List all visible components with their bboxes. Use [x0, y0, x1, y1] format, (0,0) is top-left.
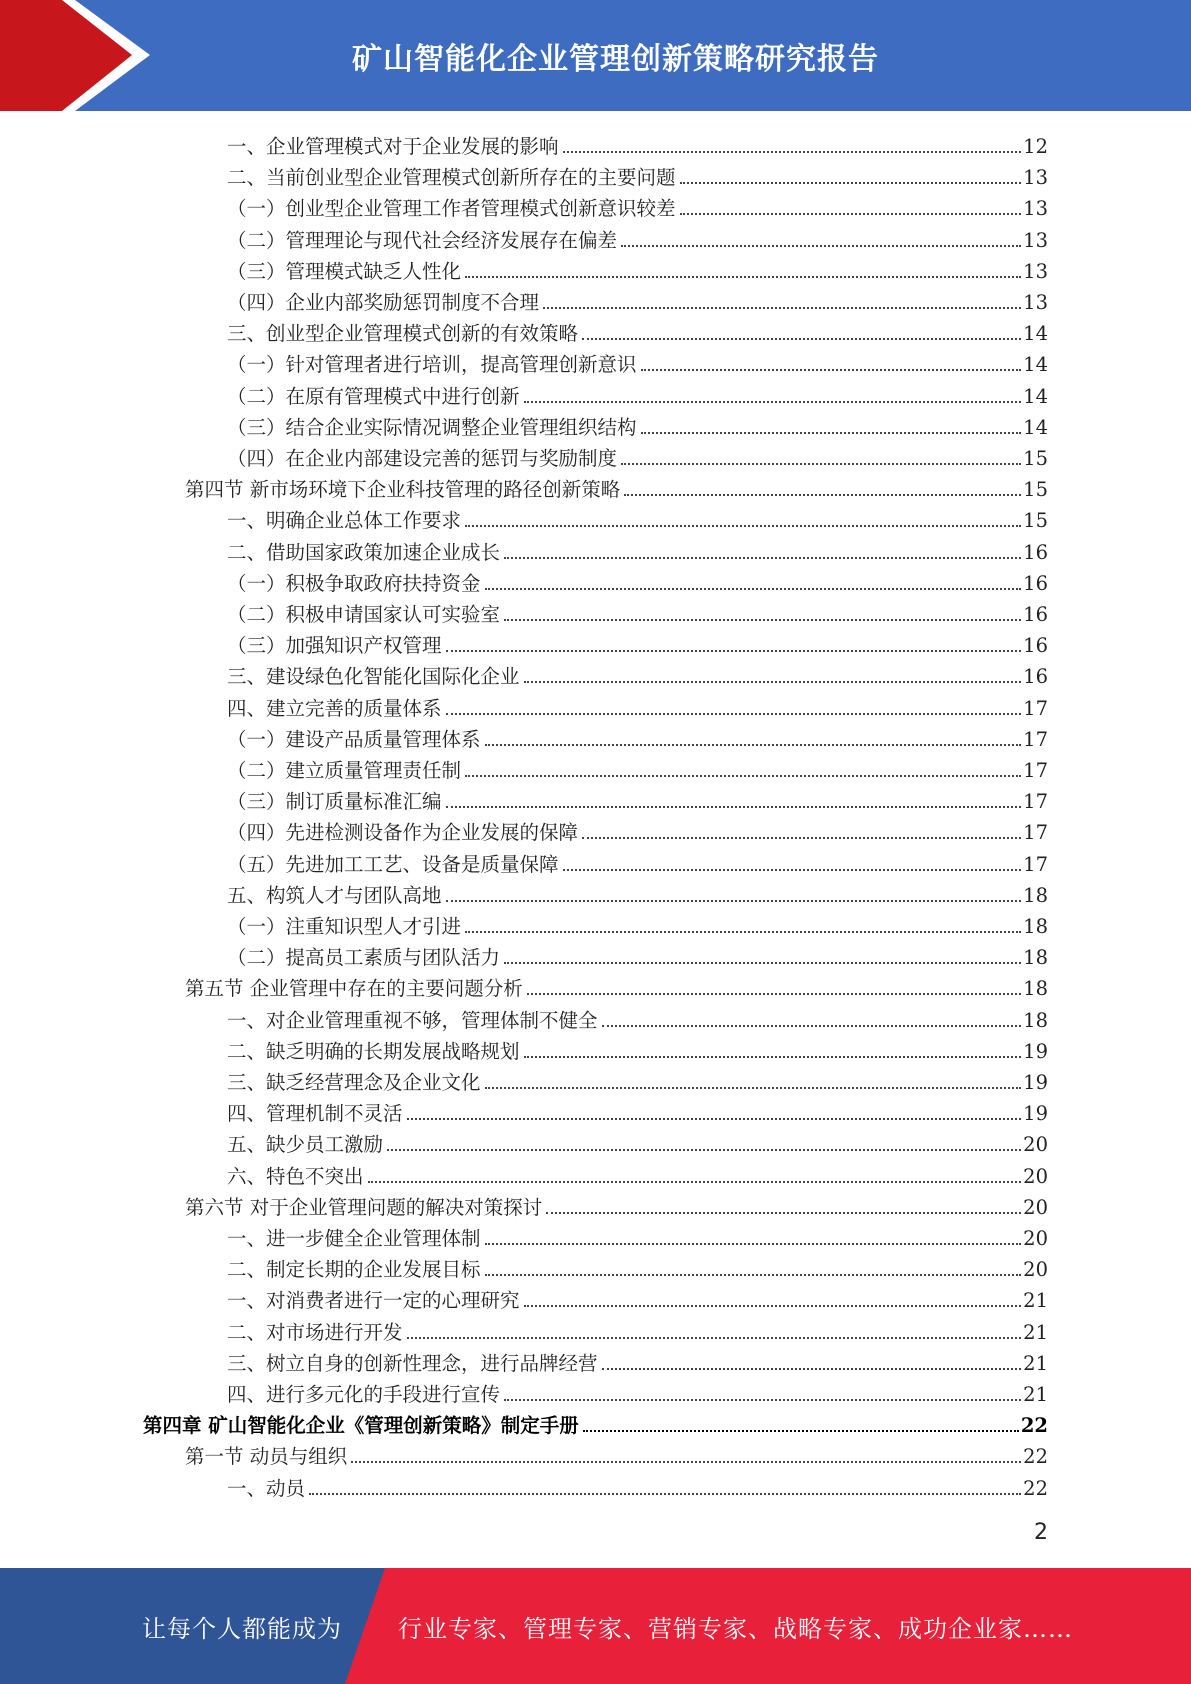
toc-entry[interactable]: [227, 378, 1048, 409]
toc-entry[interactable]: [227, 502, 1048, 533]
toc-dot-leader: [641, 432, 1022, 434]
toc-entry-page: 17: [1023, 821, 1048, 845]
toc-entry[interactable]: [227, 1158, 1048, 1189]
toc-entry[interactable]: [227, 284, 1048, 315]
toc-dot-leader: [465, 931, 1021, 933]
toc-dot-leader: [446, 650, 1022, 652]
toc-entry-title: 三、缺乏经营理念及企业文化: [227, 1071, 481, 1094]
toc-entry-page: 14: [1023, 353, 1048, 377]
toc-entry-page: 20: [1023, 1258, 1048, 1282]
toc-dot-leader: [563, 869, 1022, 871]
toc-entry-title: 二、借助国家政策加速企业成长: [227, 540, 501, 564]
toc-entry-page: 16: [1023, 540, 1048, 564]
toc-entry[interactable]: [227, 440, 1048, 471]
toc-entry[interactable]: [227, 658, 1048, 689]
toc-dot-leader: [621, 245, 1021, 247]
toc-entry-title: 第六节 对于企业管理问题的解决对策探讨: [185, 1195, 543, 1219]
toc-entry-title: （三）制订质量标准汇编: [227, 790, 442, 814]
toc-entry-title: 第五节 企业管理中存在的主要问题分析: [185, 977, 523, 1001]
toc-dot-leader: [465, 775, 1021, 777]
toc-dot-leader: [465, 276, 1021, 278]
toc-entry-title: 二、制定长期的企业发展目标: [227, 1258, 481, 1282]
toc-dot-leader: [583, 1430, 1019, 1432]
toc-entry-title: 五、构筑人才与团队高地: [227, 883, 442, 907]
toc-entry-page: 19: [1023, 1071, 1048, 1094]
toc-dot-leader: [624, 494, 1021, 496]
toc-dot-leader: [485, 1243, 1022, 1245]
toc-entry-page: 20: [1023, 1195, 1048, 1219]
toc-dot-leader: [680, 182, 1022, 184]
toc-entry-title: （四）在企业内部建设完善的惩罚与奖励制度: [227, 447, 618, 470]
toc-entry[interactable]: [227, 721, 1048, 752]
toc-entry[interactable]: [227, 222, 1048, 253]
toc-dot-leader: [407, 1337, 1022, 1339]
toc-dot-leader: [465, 525, 1021, 527]
toc-entry-title: 一、动员: [227, 1476, 306, 1500]
toc-entry-title: 六、特色不突出: [227, 1164, 364, 1188]
toc-dot-leader: [524, 1305, 1022, 1307]
toc-entry[interactable]: [227, 534, 1048, 565]
toc-entry[interactable]: [227, 315, 1048, 346]
toc-entry-title: 四、建立完善的质量体系: [227, 696, 442, 720]
toc-dot-leader: [543, 307, 1021, 309]
header-title: 矿山智能化企业管理创新策略研究报告: [352, 41, 879, 77]
toc-entry-title: 一、企业管理模式对于企业发展的影响: [227, 135, 559, 158]
toc-dot-leader: [546, 1212, 1021, 1214]
toc-entry-page: 18: [1023, 946, 1048, 970]
toc-dot-leader: [485, 1274, 1022, 1276]
toc-entry-page: 20: [1023, 1164, 1048, 1188]
toc-entry[interactable]: [227, 1314, 1048, 1345]
toc-entry-page: 16: [1023, 603, 1048, 626]
toc-dot-leader: [602, 1368, 1022, 1370]
toc-dot-leader: [621, 463, 1021, 465]
toc-entry-page: 17: [1023, 759, 1048, 782]
toc-entry-title: （一）注重知识型人才引进: [227, 915, 462, 938]
toc-entry-page: 13: [1023, 228, 1048, 252]
toc-entry[interactable]: [227, 1470, 1048, 1501]
toc-dot-leader: [504, 619, 1021, 621]
toc-entry-title: 一、明确企业总体工作要求: [227, 509, 462, 533]
toc-entry-title: （五）先进加工工艺、设备是质量保障: [227, 852, 559, 876]
toc-entry-title: 四、进行多元化的手段进行宣传: [227, 1383, 501, 1406]
toc-entry-title: 第四节 新市场环境下企业科技管理的路径创新策略: [185, 478, 621, 502]
toc-dot-leader: [446, 806, 1022, 808]
toc-entry-title: （二）提高员工素质与团队活力: [227, 946, 501, 970]
toc-entry-page: 17: [1023, 852, 1048, 876]
toc-entry[interactable]: [185, 970, 1048, 1001]
toc-entry-title: （三）管理模式缺乏人性化: [227, 259, 462, 283]
toc-entry[interactable]: [185, 1189, 1048, 1220]
toc-entry-page: 15: [1023, 478, 1048, 502]
toc-dot-leader: [582, 338, 1021, 340]
toc-entry[interactable]: [227, 1033, 1048, 1064]
toc-entry-title: （一）针对管理者进行培训，提高管理创新意识: [227, 353, 637, 377]
toc-dot-leader: [504, 962, 1021, 964]
toc-entry[interactable]: [227, 877, 1048, 908]
toc-dot-leader: [407, 1118, 1022, 1120]
toc-dot-leader: [485, 588, 1022, 590]
toc-dot-leader: [524, 1056, 1022, 1058]
toc-entry-page: 20: [1023, 1227, 1048, 1250]
toc-entry[interactable]: [227, 1002, 1048, 1033]
toc-entry-page: 13: [1023, 259, 1048, 283]
toc-entry-title: （二）在原有管理模式中进行创新: [227, 384, 520, 408]
toc-entry-title: （一）创业型企业管理工作者管理模式创新意识较差: [227, 197, 676, 221]
toc-entry[interactable]: [227, 1345, 1048, 1376]
toc-entry-title: （三）结合企业实际情况调整企业管理组织结构: [227, 415, 637, 439]
toc-entry[interactable]: [227, 846, 1048, 877]
toc-entry-title: （四）先进检测设备作为企业发展的保障: [227, 821, 579, 845]
toc-entry[interactable]: [227, 409, 1048, 440]
toc-entry-page: 12: [1023, 135, 1048, 158]
toc-entry-title: 三、建设绿色化智能化国际化企业: [227, 665, 520, 689]
toc-entry[interactable]: [227, 128, 1048, 159]
toc-entry-title: 一、对消费者进行一定的心理研究: [227, 1289, 520, 1313]
toc-entry[interactable]: [227, 1095, 1048, 1126]
toc-entry-title: （一）积极争取政府扶持资金: [227, 571, 481, 595]
toc-entry[interactable]: [227, 190, 1048, 221]
toc-entry[interactable]: [227, 159, 1048, 190]
toc-entry-page: 21: [1023, 1289, 1048, 1313]
toc-entry[interactable]: [227, 1282, 1048, 1313]
toc-entry-title: （一）建设产品质量管理体系: [227, 727, 481, 751]
toc-entry-title: （四）企业内部奖励惩罚制度不合理: [227, 291, 540, 314]
toc-entry[interactable]: [227, 1376, 1048, 1407]
toc-dot-leader: [446, 900, 1022, 902]
toc-entry-title: 五、缺少员工激励: [227, 1133, 384, 1157]
page-footer: [0, 1568, 1191, 1684]
toc-dot-leader: [641, 369, 1022, 371]
toc-entry-title: 一、进一步健全企业管理体制: [227, 1227, 481, 1250]
toc-dot-leader: [527, 993, 1021, 995]
toc-entry[interactable]: [227, 1251, 1048, 1282]
toc-entry[interactable]: [227, 1064, 1048, 1095]
toc-entry-page: 13: [1023, 197, 1048, 221]
toc-dot-leader: [680, 213, 1022, 215]
toc-entry-page: 22: [1023, 1445, 1048, 1469]
toc-dot-leader: [485, 744, 1022, 746]
toc-dot-leader: [368, 1181, 1022, 1183]
toc-entry-page: 18: [1023, 883, 1048, 907]
toc-entry-page: 18: [1023, 915, 1048, 938]
toc-dot-leader: [524, 681, 1022, 683]
toc-entry-title: （三）加强知识产权管理: [227, 634, 442, 658]
toc-entry-page: 15: [1023, 509, 1048, 533]
toc-entry-title: 第四章 矿山智能化企业《管理创新策略》制定手册: [143, 1414, 579, 1438]
toc-entry[interactable]: [227, 565, 1048, 596]
toc-entry-page: 14: [1023, 322, 1048, 346]
toc-dot-leader: [524, 401, 1022, 403]
toc-entry-page: 21: [1023, 1383, 1048, 1406]
toc-entry[interactable]: [227, 814, 1048, 845]
footer-slogan-left: 让每个人都能成为: [142, 1614, 342, 1643]
toc-entry-page: 16: [1023, 665, 1048, 689]
toc-entry[interactable]: [227, 908, 1048, 939]
toc-entry-title: 四、管理机制不灵活: [227, 1102, 403, 1126]
toc-dot-leader: [582, 837, 1021, 839]
footer-slogan-right: 行业专家、管理专家、营销专家、战略专家、成功企业家……: [398, 1614, 1073, 1643]
toc-entry[interactable]: [227, 253, 1048, 284]
toc-entry[interactable]: [185, 471, 1048, 502]
toc-entry-page: 16: [1023, 571, 1048, 595]
toc-entry-title: 二、对市场进行开发: [227, 1320, 403, 1344]
page-header: [0, 0, 1191, 111]
toc-entry[interactable]: [227, 627, 1048, 658]
toc-dot-leader: [309, 1493, 1021, 1495]
toc-entry-title: 二、缺乏明确的长期发展战略规划: [227, 1039, 520, 1063]
toc-entry-page: 21: [1023, 1351, 1048, 1375]
toc-dot-leader: [387, 1149, 1021, 1151]
toc-entry-page: 14: [1023, 384, 1048, 408]
toc-entry-title: 第一节 动员与组织: [185, 1445, 348, 1469]
toc-entry-page: 18: [1023, 1008, 1048, 1032]
toc-entry[interactable]: [227, 1220, 1048, 1251]
toc-entry[interactable]: [227, 596, 1048, 627]
page-number: 2: [1034, 1520, 1048, 1545]
toc-dot-leader: [351, 1461, 1021, 1463]
toc-entry-title: （二）管理理论与现代社会经济发展存在偏差: [227, 228, 618, 252]
toc-entry[interactable]: [227, 690, 1048, 721]
toc-dot-leader: [504, 1399, 1021, 1401]
toc-entry-page: 17: [1023, 727, 1048, 751]
toc-entry-title: 三、创业型企业管理模式创新的有效策略: [227, 322, 579, 346]
toc-entry[interactable]: [227, 939, 1048, 970]
toc-entry-page: 17: [1023, 696, 1048, 720]
toc-entry-page: 20: [1023, 1133, 1048, 1157]
toc-dot-leader: [446, 713, 1022, 715]
toc-entry-page: 22: [1023, 1476, 1048, 1500]
toc-entry-title: （二）建立质量管理责任制: [227, 759, 462, 782]
toc-entry[interactable]: [227, 1126, 1048, 1157]
toc-entry-page: 13: [1023, 291, 1048, 314]
toc-entry[interactable]: [227, 346, 1048, 377]
toc-entry[interactable]: [227, 783, 1048, 814]
toc-entry[interactable]: [227, 752, 1048, 783]
toc-dot-leader: [485, 1087, 1022, 1089]
toc-entry-page: 19: [1023, 1039, 1048, 1063]
toc-entry-title: 一、对企业管理重视不够，管理体制不健全: [227, 1008, 598, 1032]
toc-entry-title: （二）积极申请国家认可实验室: [227, 603, 501, 626]
toc-entry-page: 13: [1023, 166, 1048, 190]
toc-entry-page: 18: [1023, 977, 1048, 1001]
toc-entry-page: 15: [1023, 447, 1048, 470]
toc-entry-page: 22: [1020, 1414, 1048, 1438]
toc-entry-title: 二、当前创业型企业管理模式创新所存在的主要问题: [227, 166, 676, 190]
toc-entry[interactable]: [185, 1438, 1048, 1469]
toc-dot-leader: [602, 1025, 1022, 1027]
toc-entry-page: 16: [1023, 634, 1048, 658]
toc-entry-page: 19: [1023, 1102, 1048, 1126]
toc-entry-page: 21: [1023, 1320, 1048, 1344]
toc-entry[interactable]: [143, 1407, 1048, 1438]
toc-entry-page: 17: [1023, 790, 1048, 814]
toc-entry-page: 14: [1023, 415, 1048, 439]
toc-entry-title: 三、树立自身的创新性理念，进行品牌经营: [227, 1351, 598, 1375]
toc-dot-leader: [563, 151, 1022, 153]
toc-dot-leader: [504, 557, 1021, 559]
